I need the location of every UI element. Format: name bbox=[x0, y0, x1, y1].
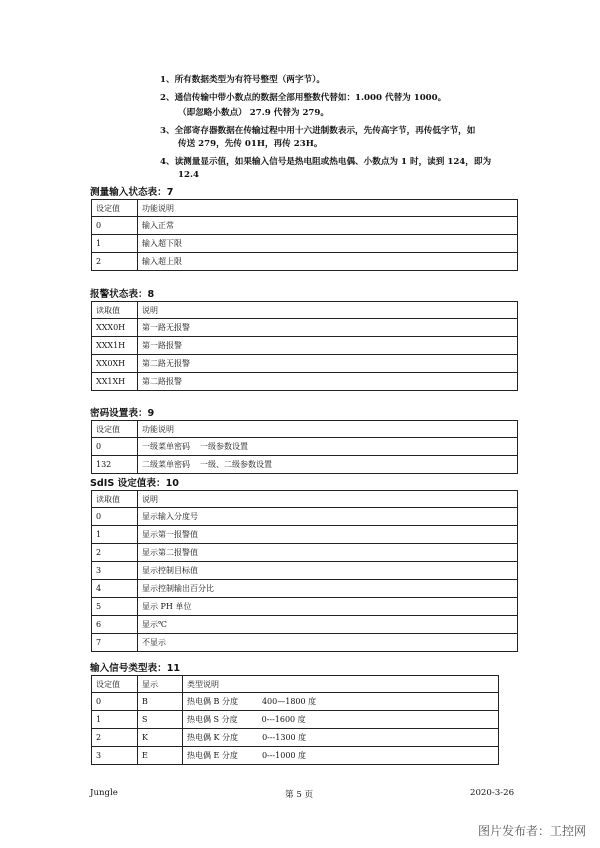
table-cell-text: 热电偶 K 分度 bbox=[187, 733, 239, 742]
table-header-cell: 设定值 bbox=[92, 676, 138, 693]
table-cell-text: 二级菜单密码 bbox=[142, 460, 190, 469]
table-cell: 第二路报警 bbox=[138, 373, 518, 391]
table7-title: 测量输入状态表：7 bbox=[90, 187, 174, 198]
table-cell: XX1XH bbox=[92, 373, 138, 391]
table-row bbox=[92, 598, 518, 616]
table-row bbox=[92, 302, 518, 319]
table11 bbox=[91, 675, 499, 765]
table-row bbox=[92, 217, 518, 235]
table-header-cell: 功能说明 bbox=[138, 200, 518, 217]
table-cell: 0 bbox=[92, 217, 138, 235]
table-row bbox=[92, 616, 518, 634]
table-cell: 2 bbox=[92, 729, 138, 747]
table-cell-text: 热电偶 E 分度 bbox=[187, 751, 238, 760]
table-cell: 4 bbox=[92, 580, 138, 598]
table-cell: S bbox=[138, 711, 183, 729]
table-cell: K bbox=[138, 729, 183, 747]
table-cell-text: 0---1000 度 bbox=[261, 751, 307, 760]
table9-title: 密码设置表：9 bbox=[90, 408, 155, 419]
table-cell: 第二路无报警 bbox=[138, 355, 518, 373]
table7 bbox=[91, 199, 518, 271]
table-cell: 0 bbox=[92, 508, 138, 526]
table-cell: 不显示 bbox=[138, 634, 518, 652]
table-row bbox=[92, 562, 518, 580]
table-row bbox=[92, 355, 518, 373]
table-cell: 显示控制目标值 bbox=[138, 562, 518, 580]
notes-block bbox=[160, 74, 532, 187]
table-cell bbox=[183, 693, 499, 711]
table-row bbox=[92, 729, 499, 747]
table-row bbox=[92, 235, 518, 253]
table-row bbox=[92, 438, 518, 456]
table-cell: 2 bbox=[92, 544, 138, 562]
table-header-cell: 读取值 bbox=[92, 302, 138, 319]
table-cell: 显示第一报警值 bbox=[138, 526, 518, 544]
table8 bbox=[91, 301, 518, 391]
table-cell: 6 bbox=[92, 616, 138, 634]
table9 bbox=[91, 420, 518, 474]
table-cell: XXX1H bbox=[92, 337, 138, 355]
page-number: 第 5 页 bbox=[285, 790, 314, 800]
table-row bbox=[92, 200, 518, 217]
table-header-cell: 设定值 bbox=[92, 200, 138, 217]
table-cell: 7 bbox=[92, 634, 138, 652]
table-cell: 3 bbox=[92, 562, 138, 580]
table-cell-text: 一级菜单密码 bbox=[142, 442, 190, 451]
table-cell bbox=[183, 711, 499, 729]
table-cell: 第一路无报警 bbox=[138, 319, 518, 337]
table-row bbox=[92, 253, 518, 271]
footer-left: Jungle bbox=[90, 788, 118, 798]
note-2: 2、通信传输中带小数点的数据全部用整数代替如：1.000 代替为 1000。 bbox=[160, 92, 447, 103]
table-cell-text: 一级参数设置 bbox=[200, 442, 248, 451]
table-row bbox=[92, 544, 518, 562]
table-row bbox=[92, 747, 499, 765]
table11-title: 输入信号类型表：11 bbox=[90, 663, 181, 674]
note-4: 4、读测量显示值，如果输入信号是热电阻或热电偶、小数点为 1 时，读到 124，即为 bbox=[160, 156, 492, 167]
note-4-cont: 12.4 bbox=[178, 170, 199, 180]
table-row bbox=[92, 421, 518, 438]
table-cell: 1 bbox=[92, 526, 138, 544]
table-cell-text: 400—1800 度 bbox=[261, 697, 317, 706]
table-cell: 输入超下限 bbox=[138, 235, 518, 253]
table-row bbox=[92, 337, 518, 355]
table-cell bbox=[138, 456, 518, 474]
table-row bbox=[92, 319, 518, 337]
table-cell-text: 热电偶 B 分度 bbox=[187, 697, 238, 706]
table-cell bbox=[183, 729, 499, 747]
table-cell: 3 bbox=[92, 747, 138, 765]
table-cell bbox=[138, 438, 518, 456]
note-2-cont: （即忽略小数点） 27.9 代替为 279。 bbox=[178, 108, 329, 118]
table-row bbox=[92, 693, 499, 711]
table-header-cell: 功能说明 bbox=[138, 421, 518, 438]
table10 bbox=[91, 490, 518, 652]
table-cell: XXX0H bbox=[92, 319, 138, 337]
watermark: 图片发布者：工控网 bbox=[477, 824, 586, 838]
table-cell: 输入正常 bbox=[138, 217, 518, 235]
table-cell: B bbox=[138, 693, 183, 711]
note-3-cont: 传送 279，先传 01H，再传 23H。 bbox=[178, 139, 323, 149]
table-header-cell: 说明 bbox=[138, 302, 518, 319]
table-row bbox=[92, 634, 518, 652]
table-cell: 2 bbox=[92, 253, 138, 271]
table-cell: 显示℃ bbox=[138, 616, 518, 634]
table-header-cell: 类型说明 bbox=[183, 676, 499, 693]
table-cell-text: 0---1300 度 bbox=[262, 733, 307, 742]
table-cell: 输入超上限 bbox=[138, 253, 518, 271]
note-3: 3、全部寄存器数据在传输过程中用十六进制数表示，先传高字节，再传低字节，如 bbox=[160, 125, 476, 136]
table-cell-text: 一级、二级参数设置 bbox=[200, 460, 272, 469]
table-cell-text: 热电偶 S 分度 bbox=[187, 715, 238, 724]
table-cell: 显示第二报警值 bbox=[138, 544, 518, 562]
table-cell bbox=[183, 747, 499, 765]
table-cell: 第一路报警 bbox=[138, 337, 518, 355]
table-cell: 显示控制输出百分比 bbox=[138, 580, 518, 598]
table10-title: SdIS 设定值表：10 bbox=[90, 478, 179, 489]
table-cell: E bbox=[138, 747, 183, 765]
table-row bbox=[92, 373, 518, 391]
table-cell: 1 bbox=[92, 711, 138, 729]
table-header-cell: 读取值 bbox=[92, 491, 138, 508]
table-cell: 显示 PH 单位 bbox=[138, 598, 518, 616]
table-cell: 132 bbox=[92, 456, 138, 474]
table-cell: 5 bbox=[92, 598, 138, 616]
table8-title: 报警状态表：8 bbox=[90, 289, 155, 300]
note-1: 1、所有数据类型为有符号整型（两字节）。 bbox=[160, 75, 325, 85]
table-row bbox=[92, 508, 518, 526]
table-row bbox=[92, 526, 518, 544]
table-cell-text: 0---1600 度 bbox=[261, 715, 306, 724]
table-header-cell: 显示 bbox=[138, 676, 183, 693]
table-cell: 0 bbox=[92, 438, 138, 456]
table-row bbox=[92, 676, 499, 693]
table-header-cell: 说明 bbox=[138, 491, 518, 508]
table-cell: 0 bbox=[92, 693, 138, 711]
footer-date: 2020-3-26 bbox=[470, 788, 515, 798]
table-row bbox=[92, 491, 518, 508]
table-cell: XX0XH bbox=[92, 355, 138, 373]
table-row bbox=[92, 711, 499, 729]
table-row bbox=[92, 456, 518, 474]
table-cell: 显示输入分度号 bbox=[138, 508, 518, 526]
table-cell: 1 bbox=[92, 235, 138, 253]
table-header-cell: 设定值 bbox=[92, 421, 138, 438]
table-row bbox=[92, 580, 518, 598]
